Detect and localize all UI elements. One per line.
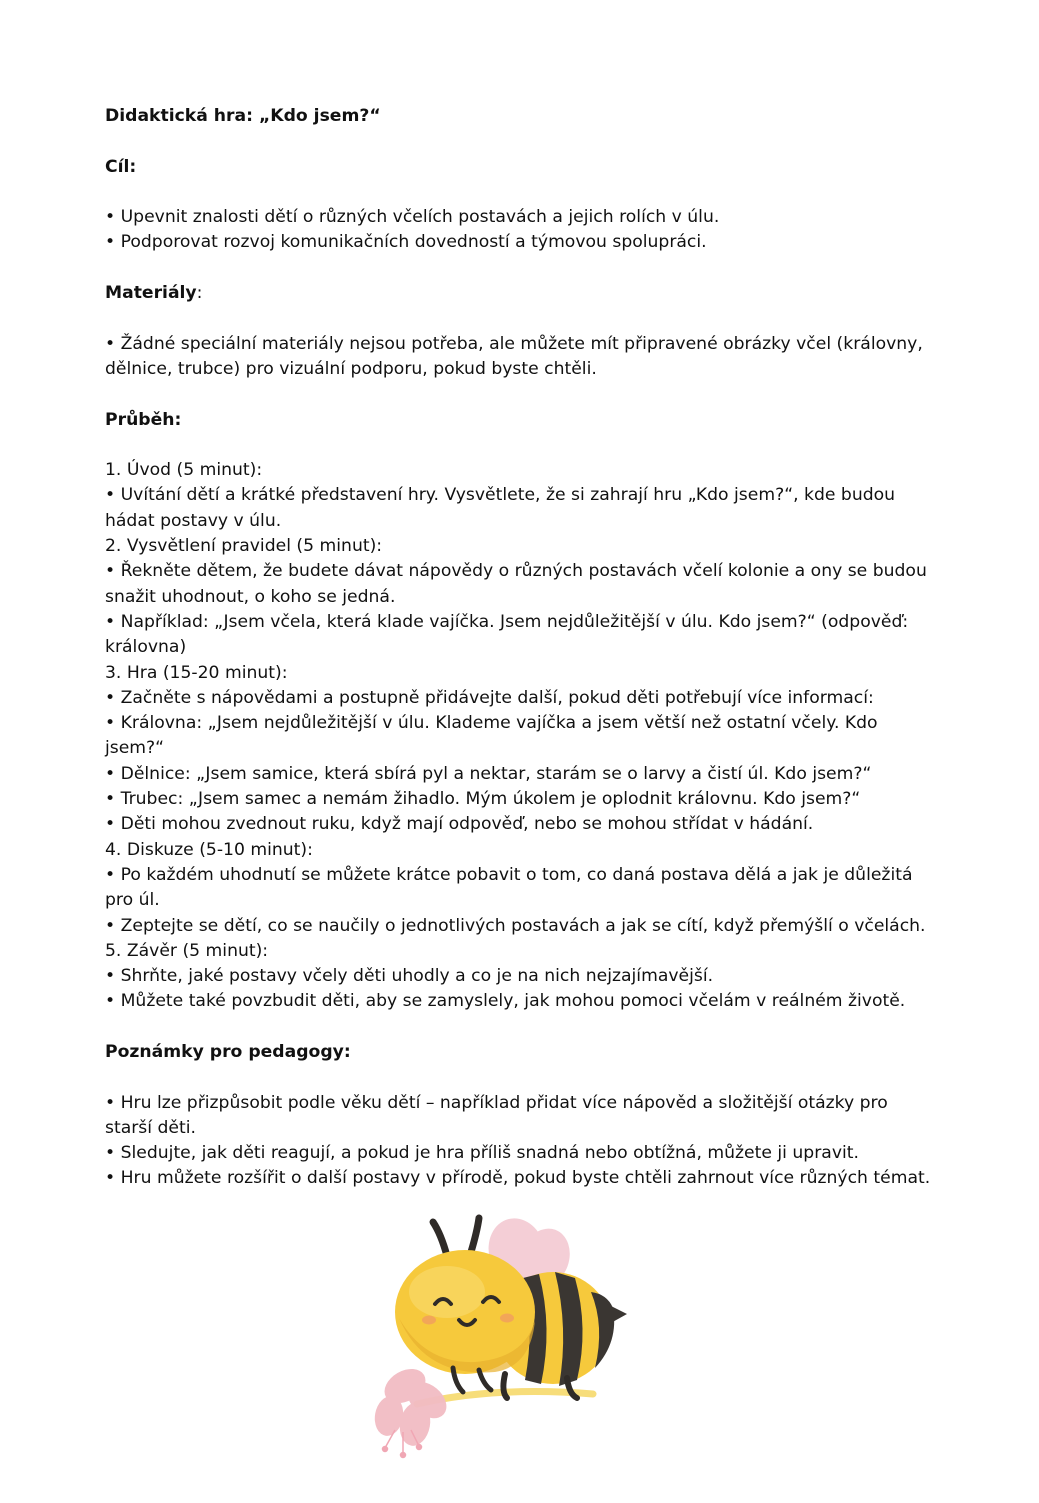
spacer	[105, 129, 935, 154]
materials-heading-suffix: :	[196, 283, 203, 304]
procedure-line: • Například: „Jsem včela, která klade vajíčka. Jsem nejdůležitější v úlu. Kdo jsem?“ (odpověď: královna)	[105, 611, 909, 658]
goal-item: • Podporovat rozvoj komunikačních dovedností a týmovou spolupráci.	[105, 232, 707, 253]
goal-heading: Cíl:	[105, 156, 137, 177]
spacer	[105, 306, 935, 331]
procedure-line: 2. Vysvětlení pravidel (5 minut):	[105, 536, 383, 557]
spacer	[105, 256, 935, 281]
procedure-line: • Královna: „Jsem nejdůležitější v úlu. Klademe vajíčka a jsem větší než ostatní včely. Kdo jsem?“	[105, 713, 878, 759]
spacer	[105, 382, 935, 407]
procedure-line: 5. Závěr (5 minut):	[105, 940, 269, 961]
materials-heading: Materiály	[105, 283, 197, 304]
procedure-line: 4. Diskuze (5-10 minut):	[105, 839, 313, 860]
spacer	[105, 1065, 935, 1090]
notes-item: • Hru můžete rozšířit o další postavy v přírodě, pokud byste chtěli zahrnout více různých témat.	[105, 1168, 931, 1189]
procedure-line: • Shrňte, jaké postavy včely děti uhodly a co je na nich nejzajímavější.	[105, 966, 714, 987]
spacer	[105, 1015, 935, 1040]
notes-item: • Sledujte, jak děti reagují, a pokud je hra příliš snadná nebo obtížná, můžete ji upravit.	[105, 1143, 859, 1164]
procedure-line: • Po každém uhodnutí se můžete krátce pobavit o tom, co daná postava dělá a jak je důležitá pro úl.	[105, 864, 913, 911]
procedure-line: • Dělnice: „Jsem samice, která sbírá pyl a nektar, starám se o larvy a čistí úl. Kdo jsem?“	[105, 763, 872, 784]
bee-illustration-icon	[355, 1208, 645, 1468]
goal-item: • Upevnit znalosti dětí o různých včelích postavách a jejich rolích v úlu.	[105, 207, 720, 228]
procedure-line: • Trubec: „Jsem samec a nemám žihadlo. Mým úkolem je oplodnit královnu. Kdo jsem?“	[105, 789, 861, 810]
antenna-icon	[433, 1218, 479, 1256]
document-title: Didaktická hra: „Kdo jsem?“	[105, 106, 381, 126]
bee-head	[395, 1250, 535, 1374]
notes-heading: Poznámky pro pedagogy:	[105, 1041, 351, 1062]
spacer	[105, 180, 935, 205]
procedure-heading: Průběh:	[105, 409, 182, 430]
spacer	[105, 433, 935, 458]
procedure-line: • Zeptejte se dětí, co se naučily o jednotlivých postavách a jak se cítí, když přemýšlí o včelách.	[105, 915, 926, 936]
flower-icon	[372, 1362, 454, 1448]
document-body	[105, 104, 935, 1192]
procedure-line: 1. Úvod (5 minut):	[105, 460, 263, 481]
procedure-line: 3. Hra (15-20 minut):	[105, 662, 288, 683]
materials-heading-line	[105, 281, 935, 306]
procedure-line: • Začněte s nápovědami a postupně přidávejte další, pokud děti potřebují více informací:	[105, 687, 874, 708]
notes-item: • Hru lze přizpůsobit podle věku dětí – například přidat více nápověd a složitější otázky pro starší děti.	[105, 1092, 888, 1138]
materials-item: • Žádné speciální materiály nejsou potřeba, ale můžete mít připravené obrázky včel (královny, dělnice, trubce) pro vizuální podporu, pokud byste chtěli.	[105, 333, 923, 379]
procedure-line: • Děti mohou zvednout ruku, když mají odpověď, nebo se mohou střídat v hádání.	[105, 814, 814, 835]
procedure-line: • Uvítání dětí a krátké představení hry. Vysvětlete, že si zahrají hru „Kdo jsem?“, kde budou hádat postavy v úlu.	[105, 485, 896, 531]
procedure-line: • Řekněte dětem, že budete dávat nápovědy o různých postavách včelí kolonie a ony se budou snažit uhodnout, o koho se jedná.	[105, 561, 927, 607]
procedure-line: • Můžete také povzbudit děti, aby se zamyslely, jak mohou pomoci včelám v reálném životě.	[105, 991, 906, 1012]
